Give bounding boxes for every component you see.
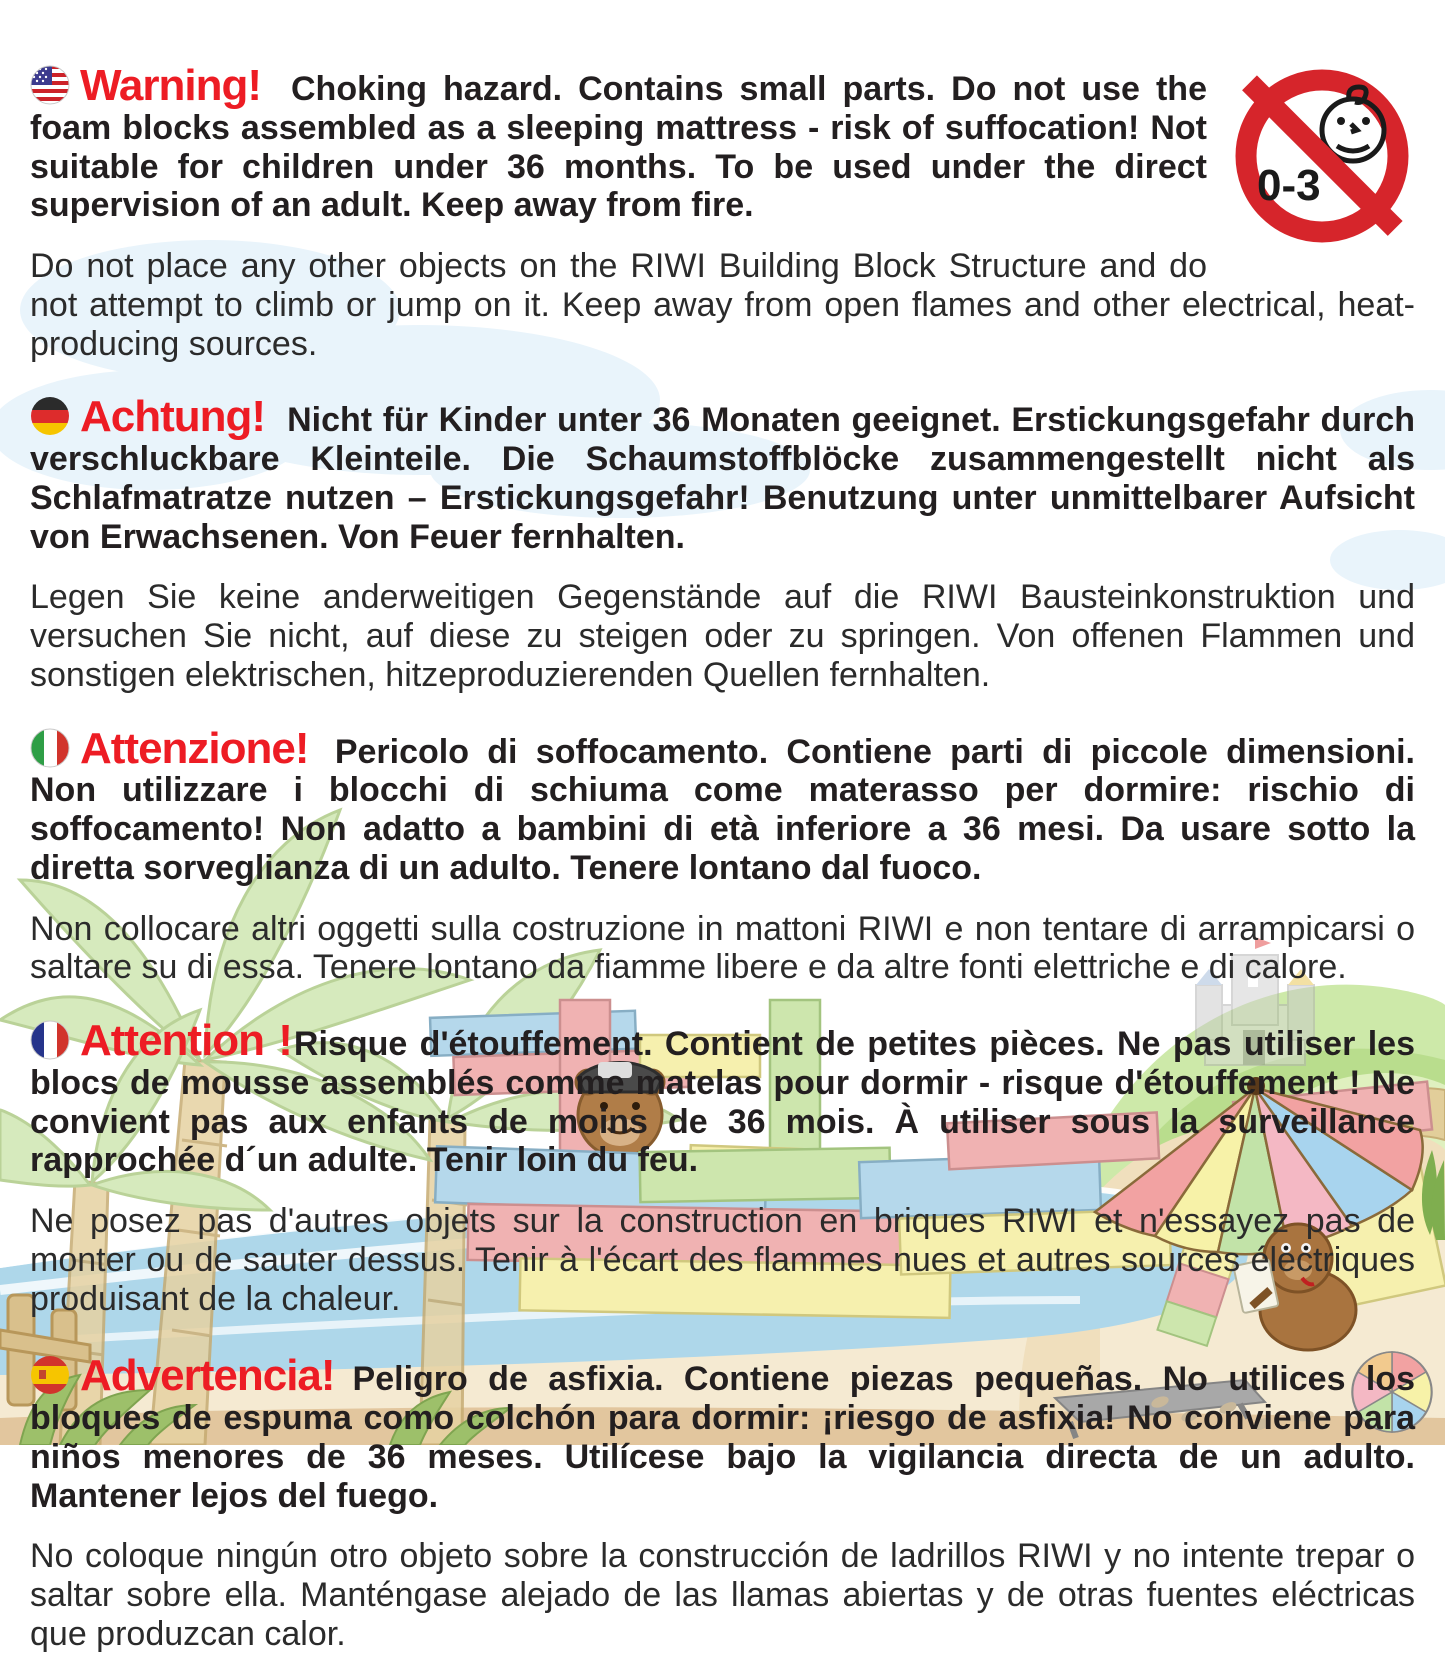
section-italian-body: Non collocare altri oggetti sulla costruzione in mattoni RIWI e non tentare di arrampicarsi o saltare su di essa. Tenere lontano da fiamme libere e da altre fonti elettriche e di calore. xyxy=(30,909,1415,987)
warning-heading: Advertencia! xyxy=(80,1351,335,1401)
warning-text: Peligro de asfixia. Contiene piezas pequeñas. No utilices los bloques de espuma como colchón para dormir: ¡riesgo de asfixia! No conviene para niños menores de 36 meses. Utilícese bajo la vigilancia directa de un adulto. Mantener lejos del fuego. xyxy=(30,1360,1415,1515)
usa-flag-icon xyxy=(30,65,70,105)
section-spanish-warning xyxy=(30,1351,1415,1515)
warning-heading: Attenzione! xyxy=(80,723,309,773)
section-german-body: Legen Sie keine anderweitigen Gegenstände auf die RIWI Bausteinkonstruktion und versuchen Sie nicht, auf diese zu steigen oder zu springen. Von offenen Flammen und sonstigen elektrischen, hitzeproduzierenden Quellen fernhalten. xyxy=(30,578,1415,694)
age-range-label: 0-3 xyxy=(1257,161,1321,210)
warning-heading: Attention ! xyxy=(80,1016,292,1065)
warning-text: Nicht für Kinder unter 36 Monaten geeignet. Erstickungsgefahr durch verschluckbare Kleinteile. Die Schaumstoffblöcke zusammengestellt nicht als Schlafmatratze nutzen – Erstickungsgefahr! Benutzung unter unmittelbarer Aufsicht von Erwachsenen. Von Feuer fernhalten. xyxy=(30,401,1415,556)
warning-text: Risque d'étouffement. Contient de petites pièces. Ne pas utiliser les blocs de mousse assemblés comme matelas pour dormir - risque d'étouffement ! Ne convient pas aux enfants de moins de 36 mois. À utiliser sous la surveillance rapprochée d´un adulte. Tenir loin du feu. xyxy=(30,1025,1415,1180)
section-french-warning xyxy=(30,1016,1415,1180)
warning-heading: Achtung! xyxy=(80,392,266,442)
age-0-3-prohibition-icon xyxy=(1233,68,1411,244)
warning-text: Pericolo di soffocamento. Contiene parti di piccole dimensioni. Non utilizzare i blocchi di schiuma come materasso per dormire: rischio di soffocamento! Non adatto a bambini di età inferiore a 36 mesi. Da usare sotto la diretta sorveglianza di un adulto. Tenere lontano dal fuoco. xyxy=(30,732,1415,887)
spain-flag-icon xyxy=(30,1355,70,1395)
section-english-warning xyxy=(30,61,1415,225)
italy-flag-icon xyxy=(30,728,70,768)
germany-flag-icon xyxy=(30,396,70,436)
section-italian-warning xyxy=(30,723,1415,888)
section-english-body: Do not place any other objects on the RIWI Building Block Structure and do not attempt to climb or jump on it. Keep away from open flames and other electrical, heat-producing sources. xyxy=(30,247,1415,363)
warning-text: Choking hazard. Contains small parts. Do not use the foam blocks assembled as a sleeping mattress - risk of suffocation! Not suitable for children under 36 months. To be used under the direct supervision of an adult. Keep away from fire. xyxy=(30,70,1207,225)
france-flag-icon xyxy=(30,1020,70,1060)
section-spanish-body: No coloque ningún otro objeto sobre la construcción de ladrillos RIWI y no intente trepar o saltar sobre ella. Manténgase alejado de las llamas abiertas y de otras fuentes eléctricas que produzcan calor. xyxy=(30,1537,1415,1653)
section-french-body: Ne posez pas d'autres objets sur la construction en briques RIWI et n'essayez pas de monter ou de sauter dessus. Tenir à l'écart des flammes nues et autres sources électriques produisant de la chaleur. xyxy=(30,1202,1415,1318)
section-german-warning xyxy=(30,392,1415,556)
warning-heading: Warning! xyxy=(80,61,261,110)
